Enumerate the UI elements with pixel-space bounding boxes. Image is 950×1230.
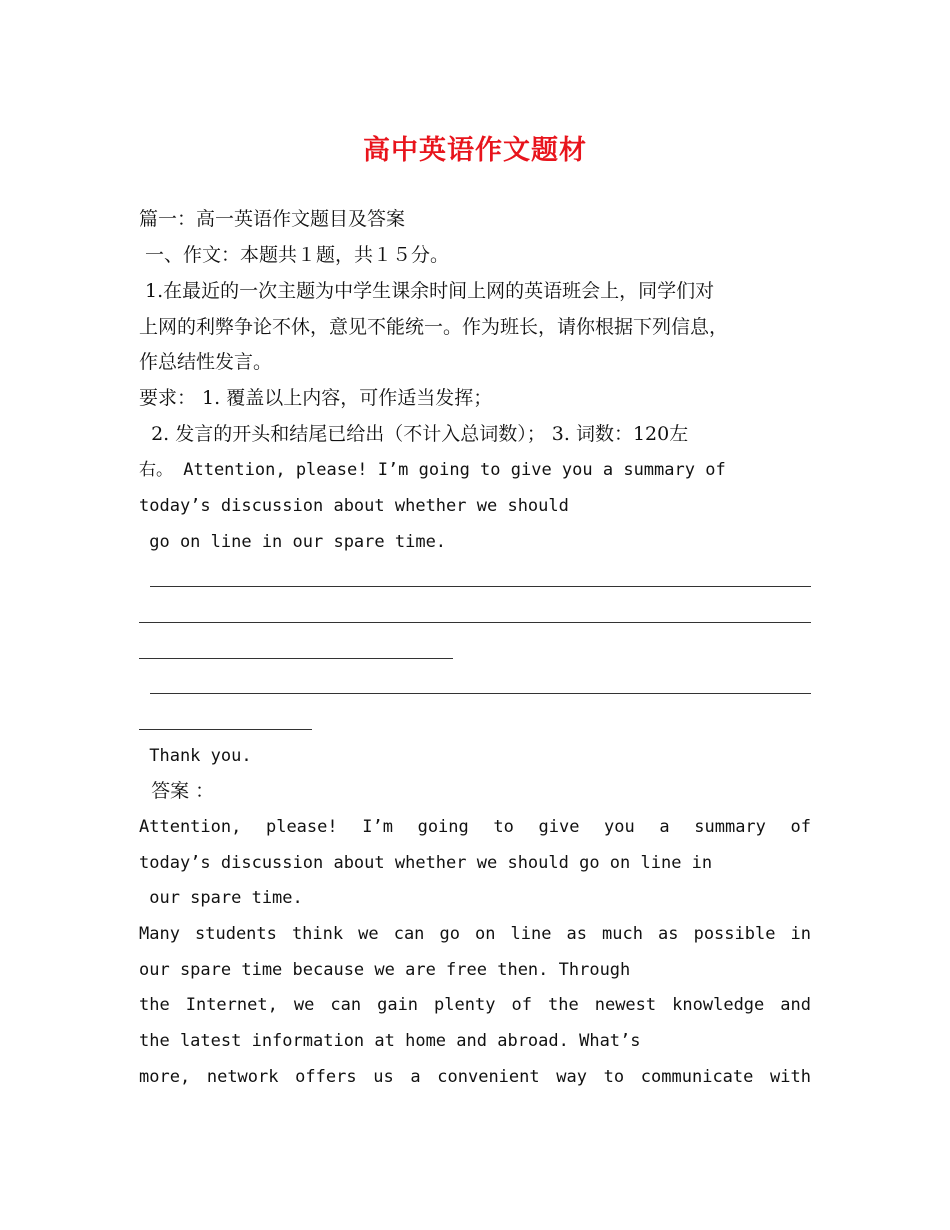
answer-text-line: our spare time because we are free then. Through (139, 960, 631, 980)
question-heading: 一、作文：本题共１题，共１５分。 (139, 244, 450, 266)
answer-blank-line (150, 586, 811, 587)
prompt-line: 上网的利弊争论不休，意见不能统一。作为班长，请你根据下列信息， (139, 316, 729, 338)
prompt-line: 作总结性发言。 (139, 351, 273, 373)
answer-blank-line (150, 693, 811, 694)
answer-heading: 答案 ： (139, 780, 215, 802)
essay-opening-line: today’s discussion about whether we should (139, 496, 569, 516)
answer-text-line: the latest information at home and abroad. What’s (139, 1031, 641, 1051)
answer-text-line: Many students think we can go on line as much as possible in (139, 924, 811, 944)
answer-blank-line (139, 622, 811, 623)
answer-blank-line (139, 729, 312, 730)
requirements-line: 2. 发言的开头和结尾已给出（不计入总词数）； 3. 词数：120左 (139, 423, 689, 445)
requirements-line: 要求： 1. 覆盖以上内容，可作适当发挥； (139, 387, 493, 409)
essay-closing-line: Thank you. (139, 746, 252, 766)
essay-opening-line: 右。 Attention, please! I’m going to give you a summary of (139, 460, 726, 480)
answer-text-line: more, network offers us a convenient way to communicate with (139, 1067, 811, 1087)
essay-opening-line: go on line in our spare time. (139, 532, 447, 552)
answer-text-line: today’s discussion about whether we should go on line in (139, 853, 713, 873)
answer-text-line: our spare time. (139, 888, 303, 908)
prompt-line: 1.在最近的一次主题为中学生课余时间上网的英语班会上，同学们对 (139, 280, 715, 302)
answer-text-line: the Internet, we can gain plenty of the newest knowledge and (139, 995, 811, 1015)
answer-blank-line (139, 658, 453, 659)
section-heading: 篇一：高一英语作文题目及答案 (139, 208, 406, 230)
answer-text-line: Attention, please! I’m going to give you a summary of (139, 817, 811, 837)
document-title: 高中英语作文题材 (363, 135, 587, 166)
